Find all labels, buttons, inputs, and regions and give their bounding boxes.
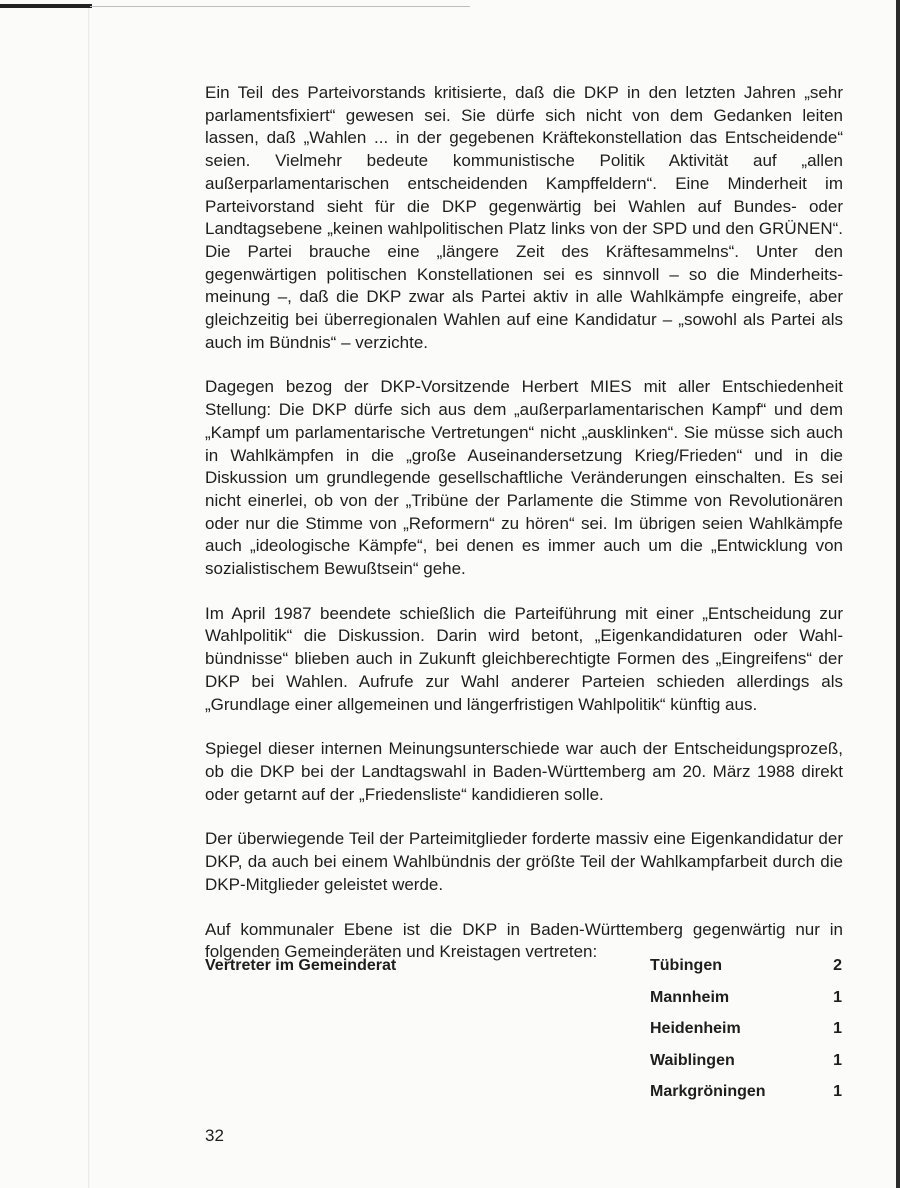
body-text: [205, 82, 843, 964]
scan-border-top: [0, 4, 92, 8]
seat-count: 1: [833, 1051, 842, 1069]
representatives-heading: Vertreter im Gemeinderat: [205, 957, 397, 974]
table-row: [650, 1052, 842, 1084]
paragraph-own-candidacy: Der überwiegende Teil der Parteimitglieder forderte massiv eine Eigenkandidatur der DKP, da auch bei einem Wahlbündnis der größte Teil der Wahlkampfarbeit durch die DKP-Mitglieder geleistet werde.: [205, 829, 843, 894]
table-row: [650, 1083, 842, 1115]
scan-border-line: [90, 6, 470, 7]
city-name: Mannheim: [650, 988, 730, 1006]
representatives-table: [650, 957, 842, 1115]
scan-fold-edge: [88, 8, 90, 1188]
city-name: Markgröningen: [650, 1083, 766, 1100]
city-name: Tübingen: [650, 957, 722, 974]
paragraph-mies-position: Dagegen bezog der DKP-Vorsitzende Herbert MIES mit aller Entschiedenheit Stellung: Die DKP dürfe sich aus dem „außerparlamentarischen Kampf“ und dem „Kampf um parlamentarische Vertretungen“ nicht „ausklinken“. Sie müsse sich auch in Wahlkämpfen in die „große Auseinandersetzung Krieg/Frieden“ und in die Diskussion um grundlegende gesellschaftliche Veränderungen einschalten. Es sei nicht einerlei, ob von der „Tribüne der Parlamente die Stimme von Revolutionären oder nur die Stimme von „Reformern“ zu hören“ sei. Im übrigen seien Wahlkämpfe auch „ideologische Kämpfe“, bei denen es immer auch um die „Entwicklung von sozialistischem Bewußtsein“ gehe.: [205, 377, 843, 579]
seat-count: 1: [833, 1083, 842, 1100]
seat-count: 2: [833, 957, 842, 974]
seat-count: 1: [833, 988, 842, 1006]
table-row: [650, 1020, 842, 1052]
city-name: Heidenheim: [650, 1020, 741, 1037]
scan-border-right: [896, 0, 900, 1188]
paragraph-april-1987-decision: Im April 1987 beendete schießlich die Parteiführung mit einer „Entscheidung zur Wahlpolitik“ die Diskussion. Darin wird betont, „Eigenkandidaturen oder Wahlbündnisse“ blieben auch in Zukunft gleichberechtigte Formen des „Eingreifens“ der DKP bei Wahlen. Aufrufe zur Wahl anderer Parteien schieden allerdings als „Grundlage einer allgemeinen und längerfristigen Wahlpolitik“ künftig aus.: [205, 603, 843, 714]
seat-count: 1: [833, 1020, 842, 1037]
city-name: Waiblingen: [650, 1051, 735, 1069]
paragraph-landtag-election: Spiegel dieser internen Meinungsunterschiede war auch der Entscheidungsprozeß, ob die DKP bei der Landtagswahl in Baden-Württemberg am 20. März 1988 direkt oder getarnt auf der „Friedensliste“ kandidieren solle.: [205, 739, 843, 804]
paragraph-municipal-level: Auf kommunaler Ebene ist die DKP in Baden-Württemberg gegenwärtig nur in folgenden Gemeinderäten und Kreistagen vertreten:: [205, 919, 843, 962]
table-row: [650, 957, 842, 989]
table-row: [650, 989, 842, 1021]
paragraph-party-board-criticism: Ein Teil des Parteivorstands kritisierte, daß die DKP in den letzten Jahren „sehr parlamentsfixiert“ gewesen sei. Sie dürfe sich nicht von dem Gedanken leiten lassen, daß „Wahlen ... in der gegebenen Kräftekonstellation das Entscheidende“ seien. Vielmehr bedeute kommunistische Politik Aktivität auf „allen außerparlamentarischen entscheidenden Kampffeldern“. Eine Minderheit im Parteivorstand sieht für die DKP gegenwärtig bei Wahlen auf Bundes- oder Landtagsebene „keinen wahlpolitischen Platz links von der SPD und den GRÜNEN“. Die Partei brauche eine „längere Zeit des Kräftesammelns“. Unter den gegenwärtigen politischen Konstellationen sei es sinnvoll – so die Minderheitsmeinung –, daß die DKP zwar als Partei aktiv in alle Wahlkämpfe eingreife, aber gleichzeitig bei überregionalen Wahlen auf eine Kandidatur – „sowohl als Partei als auch im Bündnis“ – verzichte.: [205, 83, 843, 352]
page-number: 32: [205, 1126, 224, 1145]
